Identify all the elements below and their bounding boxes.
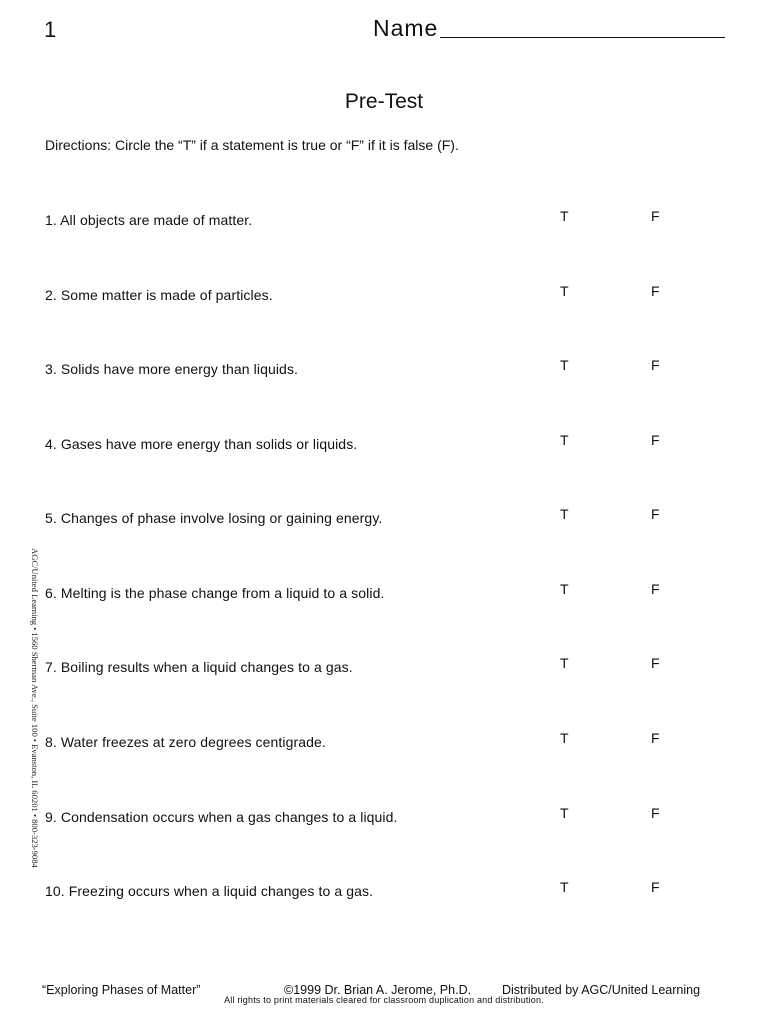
question-text: 7. Boiling results when a liquid changes to a gas. (45, 659, 353, 675)
question-text: 3. Solids have more energy than liquids. (45, 361, 299, 377)
page-number: 1 (44, 17, 57, 42)
page-title: Pre-Test (344, 90, 424, 113)
true-option[interactable]: T (560, 432, 569, 448)
question-text: 5. Changes of phase involve losing or gaining energy. (45, 510, 383, 526)
question-item (45, 655, 725, 683)
footer-copyright: ©1999 Dr. Brian A. Jerome, Ph.D. (284, 983, 472, 997)
false-option[interactable]: F (651, 805, 660, 821)
false-option[interactable]: F (651, 655, 660, 671)
false-option[interactable]: F (651, 283, 660, 299)
question-text: 8. Water freezes at zero degrees centigrade. (45, 734, 326, 750)
directions: Directions: Circle the “T” if a statement is true or “F” if it is false (F). (45, 137, 459, 153)
question-item (45, 581, 725, 609)
footer-rights: All rights to print materials cleared for classroom duplication and distribution. (224, 995, 544, 1005)
question-text: 4. Gases have more energy than solids or liquids. (45, 436, 358, 452)
question-item (45, 283, 725, 311)
question-text: 2. Some matter is made of particles. (45, 287, 273, 303)
false-option[interactable]: F (651, 581, 660, 597)
name-blank[interactable] (440, 15, 725, 38)
false-option[interactable]: F (651, 506, 660, 522)
true-option[interactable]: T (560, 805, 569, 821)
false-option[interactable]: F (651, 730, 660, 746)
false-option[interactable]: F (651, 432, 660, 448)
question-text: 10. Freezing occurs when a liquid changes to a gas. (45, 883, 374, 899)
true-option[interactable]: T (560, 730, 569, 746)
question-item (45, 506, 725, 534)
footer-title: “Exploring Phases of Matter” (42, 983, 201, 997)
true-option[interactable]: T (560, 879, 569, 895)
true-option[interactable]: T (560, 283, 569, 299)
question-item (45, 357, 725, 385)
question-item (45, 432, 725, 460)
true-option[interactable]: T (560, 581, 569, 597)
question-item (45, 730, 725, 758)
false-option[interactable]: F (651, 879, 660, 895)
question-item (45, 208, 725, 236)
question-text: 9. Condensation occurs when a gas changes to a liquid. (45, 809, 398, 825)
true-option[interactable]: T (560, 357, 569, 373)
true-option[interactable]: T (560, 655, 569, 671)
publisher-address-vertical: AGC/United Learning • 1560 Sherman Ave., Suite 100 • Evanston, IL 60201 • 800-323-9084 (30, 548, 40, 868)
question-item (45, 879, 725, 907)
question-item (45, 805, 725, 833)
name-line (373, 15, 725, 42)
question-text: 1. All objects are made of matter. (45, 212, 253, 228)
false-option[interactable]: F (651, 208, 660, 224)
question-text: 6. Melting is the phase change from a liquid to a solid. (45, 585, 385, 601)
true-option[interactable]: T (560, 208, 569, 224)
name-label: Name (373, 15, 439, 41)
false-option[interactable]: F (651, 357, 660, 373)
footer-distributor: Distributed by AGC/United Learning (502, 983, 701, 997)
true-option[interactable]: T (560, 506, 569, 522)
